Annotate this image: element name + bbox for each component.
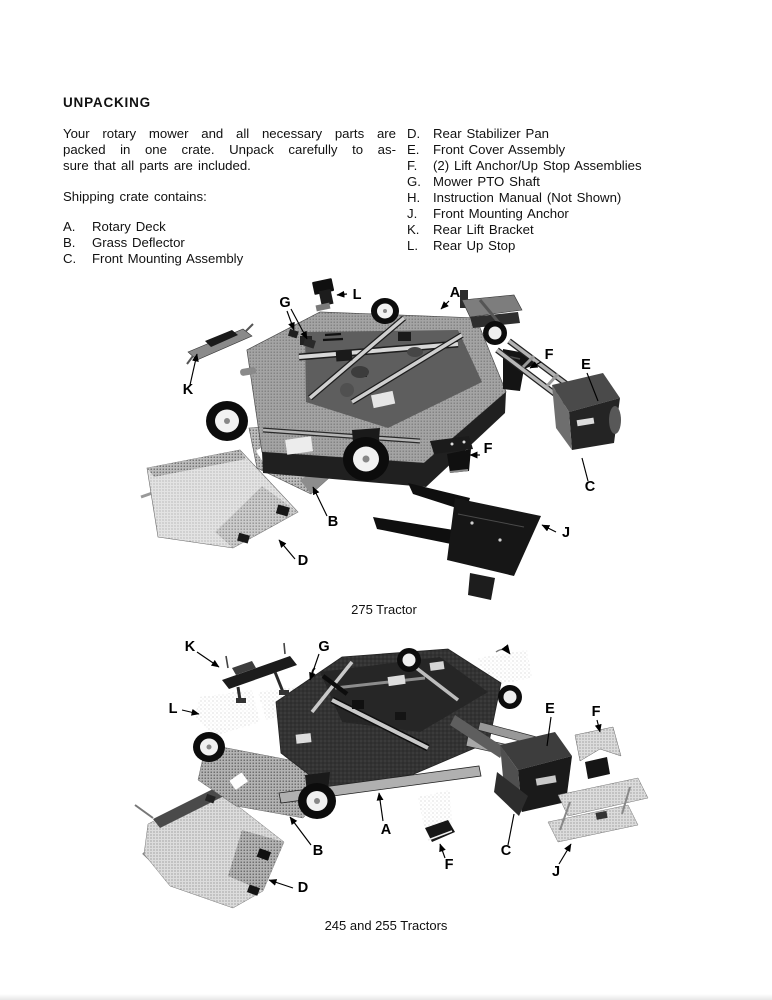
part-front-cover bbox=[552, 373, 621, 450]
callout-f1: F bbox=[544, 347, 554, 363]
intro-line: sure that all parts are included. bbox=[63, 158, 251, 173]
callout-f2: F bbox=[444, 857, 454, 873]
page-title: UNPACKING bbox=[63, 95, 151, 110]
intro-paragraph bbox=[63, 126, 396, 174]
figure-caption: 275 Tractor bbox=[351, 602, 417, 617]
crate-contents-heading: Shipping crate contains: bbox=[63, 189, 207, 204]
list-item bbox=[63, 235, 243, 251]
list-item bbox=[63, 251, 243, 267]
list-item bbox=[407, 190, 642, 206]
item-name: Grass Deflector bbox=[92, 235, 185, 250]
item-letter: D. bbox=[407, 126, 421, 141]
item-name: Mower PTO Shaft bbox=[433, 174, 540, 189]
list-item bbox=[407, 158, 642, 174]
part-rear-up-stop bbox=[312, 278, 334, 311]
list-item bbox=[407, 174, 642, 190]
item-letter: K. bbox=[407, 222, 420, 237]
item-letter: E. bbox=[407, 142, 420, 157]
list-item bbox=[407, 222, 642, 238]
callout-f1: F bbox=[591, 704, 601, 720]
intro-line: Your rotary mower and all necessary parts are bbox=[63, 126, 396, 141]
callout-f2: F bbox=[483, 441, 493, 457]
item-name: (2) Lift Anchor/Up Stop Assemblies bbox=[433, 158, 642, 173]
item-name: Rear Up Stop bbox=[433, 238, 516, 253]
callout-c: C bbox=[584, 479, 596, 495]
figure-245-255-tractors bbox=[130, 628, 650, 938]
list-item bbox=[407, 206, 642, 222]
list-item bbox=[63, 219, 243, 235]
callout-d: D bbox=[297, 880, 309, 896]
callout-j: J bbox=[551, 864, 561, 880]
callout-b: B bbox=[327, 514, 339, 530]
callout-d: D bbox=[297, 553, 309, 569]
item-name: Front Cover Assembly bbox=[433, 142, 566, 157]
list-item bbox=[407, 142, 642, 158]
item-name: Front Mounting Assembly bbox=[92, 251, 244, 266]
parts-list-left bbox=[63, 219, 243, 267]
part-front-mounting-anchor bbox=[373, 483, 541, 600]
callout-j: J bbox=[561, 525, 571, 541]
callout-k: K bbox=[182, 382, 194, 398]
item-name: Rotary Deck bbox=[92, 219, 166, 234]
figure-275-tractor bbox=[128, 272, 628, 620]
item-letter: C. bbox=[63, 251, 77, 266]
item-letter: G. bbox=[407, 174, 421, 189]
part-rear-lift-bracket bbox=[187, 324, 257, 376]
intro-line: packed in one crate. Unpack carefully to as- bbox=[63, 142, 396, 157]
callout-c: C bbox=[500, 843, 512, 859]
list-item bbox=[407, 238, 642, 254]
callout-l: L bbox=[352, 287, 362, 303]
callout-g: G bbox=[279, 295, 291, 311]
item-letter: J. bbox=[407, 206, 418, 221]
item-letter: F. bbox=[407, 158, 418, 173]
list-item bbox=[407, 126, 642, 142]
part-lift-anchor-bottom bbox=[418, 790, 455, 842]
callout-k: K bbox=[184, 639, 196, 655]
item-name: Rear Stabilizer Pan bbox=[433, 126, 550, 141]
callout-b: B bbox=[312, 843, 324, 859]
callout-g: G bbox=[318, 639, 330, 655]
callout-a: A bbox=[380, 822, 392, 838]
callout-a: A bbox=[449, 285, 461, 301]
part-lift-anchor-right bbox=[575, 727, 621, 779]
parts-list-right bbox=[407, 126, 642, 254]
callout-e: E bbox=[581, 357, 591, 373]
callout-e: E bbox=[545, 701, 555, 717]
figure-caption: 245 and 255 Tractors bbox=[324, 918, 448, 933]
callout-l: L bbox=[168, 701, 178, 717]
item-letter: L. bbox=[407, 238, 418, 253]
item-letter: H. bbox=[407, 190, 421, 205]
item-name: Instruction Manual (Not Shown) bbox=[433, 190, 622, 205]
item-name: Front Mounting Anchor bbox=[433, 206, 569, 221]
scan-edge-shadow bbox=[0, 994, 772, 1000]
item-name: Rear Lift Bracket bbox=[433, 222, 534, 237]
item-letter: B. bbox=[63, 235, 76, 250]
item-letter: A. bbox=[63, 219, 76, 234]
